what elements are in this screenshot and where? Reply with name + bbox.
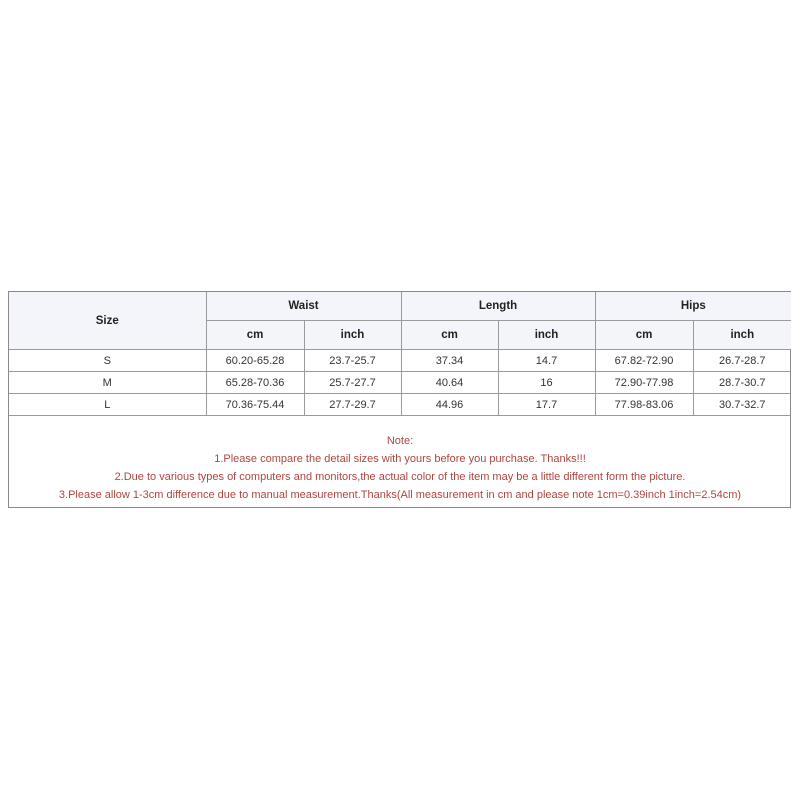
note-line-2: 2.Due to various types of computers and monitors,the actual color of the item may be a little different form the picture. <box>114 471 686 483</box>
table-row <box>9 394 791 416</box>
table-cell: 30.7-32.7 <box>693 394 791 416</box>
table-cell: 60.20-65.28 <box>206 350 304 372</box>
table-cell: 16 <box>498 372 595 394</box>
size-cell: M <box>9 372 206 394</box>
unit-header: inch <box>498 321 595 350</box>
unit-header: cm <box>595 321 693 350</box>
note-line-1: 1.Please compare the detail sizes with yours before you purchase. Thanks!!! <box>214 453 586 465</box>
table-cell: 44.96 <box>401 394 498 416</box>
table-cell: 72.90-77.98 <box>595 372 693 394</box>
table-cell: 17.7 <box>498 394 595 416</box>
table-cell: 70.36-75.44 <box>206 394 304 416</box>
unit-header: cm <box>401 321 498 350</box>
size-table <box>9 292 791 416</box>
note-line-3: 3.Please allow 1-3cm difference due to manual measurement.Thanks(All measurement in cm and please note 1cm=0.39inch 1inch=2.54cm) <box>58 489 742 501</box>
hips-header: Hips <box>595 292 791 321</box>
table-row <box>9 350 791 372</box>
size-chart <box>8 291 791 508</box>
size-cell: L <box>9 394 206 416</box>
length-header: Length <box>401 292 595 321</box>
table-cell: 65.28-70.36 <box>206 372 304 394</box>
table-cell: 14.7 <box>498 350 595 372</box>
table-cell: 67.82-72.90 <box>595 350 693 372</box>
table-cell: 40.64 <box>401 372 498 394</box>
table-cell: 27.7-29.7 <box>304 394 401 416</box>
unit-header: inch <box>693 321 791 350</box>
table-cell: 25.7-27.7 <box>304 372 401 394</box>
table-cell: 26.7-28.7 <box>693 350 791 372</box>
waist-header: Waist <box>206 292 401 321</box>
notes-section <box>9 432 791 504</box>
notes-title: Note: <box>386 435 414 447</box>
unit-header: inch <box>304 321 401 350</box>
size-cell: S <box>9 350 206 372</box>
unit-header: cm <box>206 321 304 350</box>
table-cell: 28.7-30.7 <box>693 372 791 394</box>
size-header: Size <box>9 292 206 350</box>
table-row <box>9 372 791 394</box>
table-cell: 77.98-83.06 <box>595 394 693 416</box>
table-cell: 37.34 <box>401 350 498 372</box>
table-cell: 23.7-25.7 <box>304 350 401 372</box>
group-header-row <box>9 292 791 321</box>
